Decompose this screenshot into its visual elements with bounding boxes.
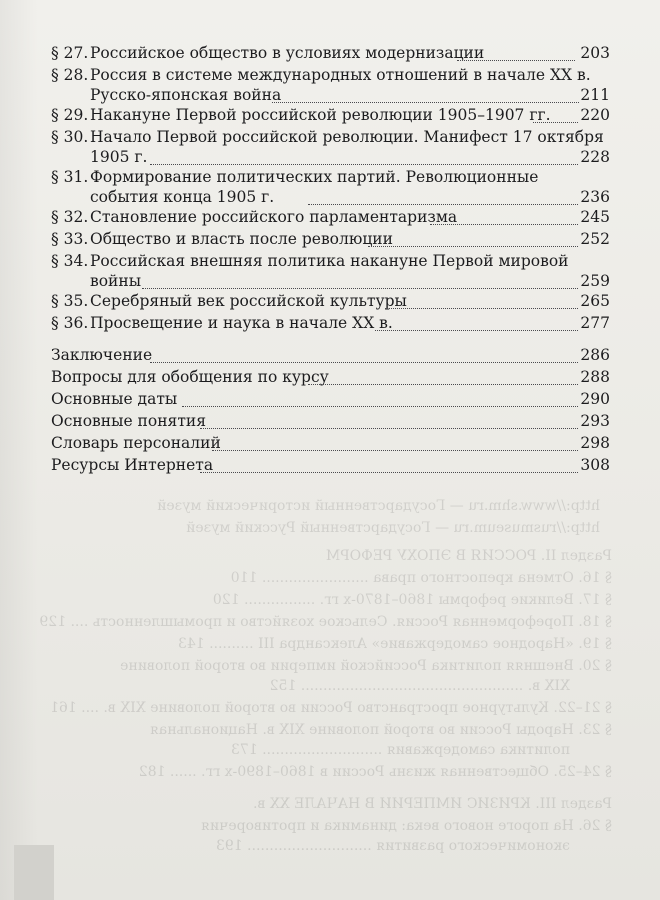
page-number: 259 [580,272,610,290]
page-number: 211 [580,86,610,104]
section-number: § 28. [51,66,89,84]
bleed-through-line: http://rusmuseum.ru — Государственный Русский музей [185,520,600,536]
page-number: 308 [580,456,610,474]
section-title-continued: события конца 1905 г. [90,188,275,206]
back-matter-title: Ресурсы Интернета [51,456,214,474]
bleed-through-line: § 20. Внешняя политика Российской империи во второй половине [120,658,612,674]
bleed-through-line: § 24–25. Общественная жизнь России в 1860–1890-х гг. ...... 182 [138,764,612,780]
back-matter-title: Основные даты [51,390,178,408]
dot-leader [457,60,575,61]
dot-leader [200,428,578,429]
bleed-through-line: экономического развития ............................ 193 [215,838,570,854]
bleed-through-line: политика самодержавия ........................... 173 [230,742,570,758]
page-number: 298 [580,434,610,452]
page-number: 290 [580,390,610,408]
section-title-continued: войны [90,272,142,290]
bleed-through-line: § 23. Народы России во второй половине XIX в. Национальная [149,722,612,738]
section-title: Накануне Первой российской революции 1905–1907 гг. [90,106,551,124]
dot-leader [212,450,578,451]
bleed-through-line: § 17. Великие реформы 1860–1870-х гг. ................ 120 [212,592,612,608]
page-number: 203 [580,44,610,62]
section-title: Формирование политических партий. Революционные [90,168,539,186]
bleed-through-line: § 26. На пороге нового века: динамика и противоречия [200,818,612,834]
section-number: § 32. [51,208,89,226]
section-number: § 35. [51,292,89,310]
section-title: Россия в системе международных отношений в начале XX в. [90,66,591,84]
section-title: Общество и власть после революции [90,230,393,248]
page-number: 252 [580,230,610,248]
section-number: § 36. [51,314,89,332]
back-matter-title: Вопросы для обобщения по курсу [51,368,329,386]
bleed-through-line: § 21–22. Культурное пространство России во второй половине XIX в. .... 161 [50,700,612,716]
dot-leader [182,406,578,407]
section-title: Российская внешняя политика накануне Первой мировой [90,252,569,270]
dot-leader [142,288,578,289]
dot-leader [308,204,578,205]
section-number: § 33. [51,230,89,248]
dot-leader [150,164,578,165]
bleed-through-line: § 18. Пореформенная Россия. Сельское хозяйство и промышленность .... 129 [39,614,612,630]
section-number: § 34. [51,252,89,270]
bleed-through-line: XIX в. .................................................. 152 [269,678,570,694]
dot-leader [308,384,578,385]
section-title: Начало Первой российской революции. Манифест 17 октября [90,128,604,146]
section-number: § 31. [51,168,89,186]
section-title: Просвещение и наука в начале XX в. [90,314,393,332]
dot-leader [272,102,579,103]
back-matter-title: Основные понятия [51,412,206,430]
back-matter-title: Словарь персоналий [51,434,221,452]
page-number: 288 [580,368,610,386]
section-title-continued: 1905 г. [90,148,148,166]
page-number: 277 [580,314,610,332]
page-number: 293 [580,412,610,430]
dot-leader [150,362,578,363]
dot-leader [430,224,578,225]
page-number: 245 [580,208,610,226]
page-number: 228 [580,148,610,166]
page-number: 220 [580,106,610,124]
section-number: § 30. [51,128,89,146]
bleed-through-line: Раздел II. РОССИЯ В ЭПОХУ РЕФОРМ [325,548,612,564]
section-title: Российское общество в условиях модернизации [90,44,485,62]
dot-leader [200,472,578,473]
section-title: Становление российского парламентаризма [90,208,458,226]
bleed-through-line: Раздел III. КРИЗИС ИМПЕРИИ В НАЧАЛЕ XX в. [252,796,612,812]
page-number: 286 [580,346,610,364]
page-number: 236 [580,188,610,206]
bleed-through-line: http://www.shm.ru — Государственный исторический музей [157,498,600,514]
section-title: Серебряный век российской культуры [90,292,407,310]
section-number: § 29. [51,106,89,124]
dot-leader [385,308,578,309]
dot-leader [368,246,578,247]
dot-leader [375,330,578,331]
section-title-continued: Русско-японская война [90,86,282,104]
dot-leader [533,122,578,123]
back-matter-title: Заключение [51,346,153,364]
bleed-through-line: § 19. «Народное самодержавие» Александра III .......... 143 [177,636,612,652]
page-number: 265 [580,292,610,310]
section-number: § 27. [51,44,89,62]
bleed-through-line: § 16. Отмена крепостного права ........................ 110 [230,570,612,586]
